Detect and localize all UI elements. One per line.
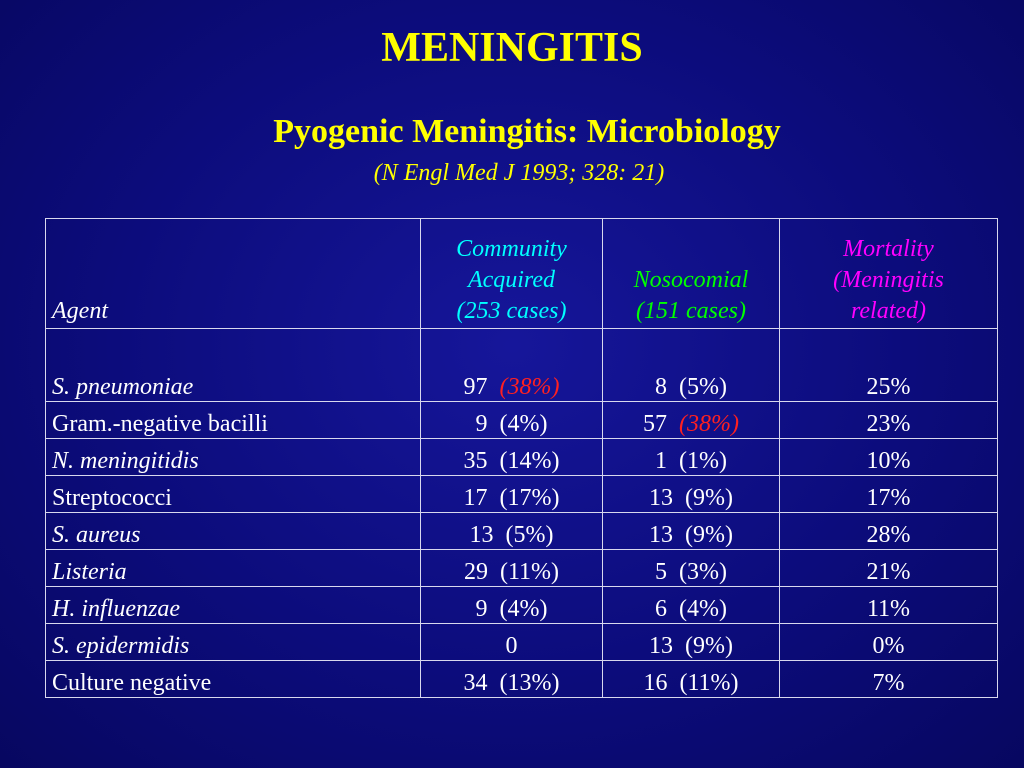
nosocomial-cell xyxy=(603,661,780,698)
mortality-value: 17% xyxy=(866,485,911,511)
agent-name: N. meningitidis xyxy=(52,448,199,474)
header-agent-label: Agent xyxy=(52,298,108,324)
table-header-row xyxy=(46,219,998,329)
nosocomial-percent: (38%) xyxy=(679,411,739,437)
mortality-value: 7% xyxy=(872,670,905,696)
header-nosocomial-line-2: (151 cases) xyxy=(636,298,746,324)
mortality-cell xyxy=(780,329,998,402)
community-percent: (17%) xyxy=(499,485,560,511)
mortality-cell xyxy=(780,661,998,698)
nosocomial-count: 13 xyxy=(649,633,673,659)
header-nosocomial-line-1: Nosocomial xyxy=(633,267,749,293)
community-percent: (11%) xyxy=(499,559,560,585)
agent-cell xyxy=(46,439,421,476)
mortality-cell xyxy=(780,513,998,550)
community-count: 9 xyxy=(475,411,488,437)
mortality-cell xyxy=(780,439,998,476)
agent-name: S. epidermidis xyxy=(52,633,190,659)
community-count: 0 xyxy=(505,633,518,659)
community-count: 17 xyxy=(463,485,488,511)
community-cell xyxy=(421,587,603,624)
community-cell xyxy=(421,661,603,698)
community-percent: (4%) xyxy=(499,596,548,622)
header-mortality-line-3: related) xyxy=(850,298,927,324)
community-percent: (14%) xyxy=(499,448,560,474)
community-cell xyxy=(421,624,603,661)
community-count: 35 xyxy=(463,448,488,474)
nosocomial-cell xyxy=(603,329,780,402)
citation: (N Engl Med J 1993; 328: 21) xyxy=(373,160,665,186)
community-cell xyxy=(421,329,603,402)
table-row xyxy=(46,439,998,476)
community-count: 97 xyxy=(463,374,488,400)
mortality-value: 23% xyxy=(866,411,911,437)
nosocomial-cell xyxy=(603,402,780,439)
agent-name: S. aureus xyxy=(52,522,141,548)
agent-name: H. influenzae xyxy=(52,596,180,622)
agent-cell xyxy=(46,476,421,513)
mortality-value: 28% xyxy=(866,522,911,548)
nosocomial-count: 8 xyxy=(655,374,667,400)
microbiology-table xyxy=(45,218,998,698)
nosocomial-cell xyxy=(603,624,780,661)
community-percent: (38%) xyxy=(499,374,560,400)
nosocomial-cell xyxy=(603,513,780,550)
nosocomial-count: 5 xyxy=(655,559,667,585)
nosocomial-count: 57 xyxy=(643,411,667,437)
mortality-cell xyxy=(780,624,998,661)
agent-cell xyxy=(46,587,421,624)
nosocomial-percent: (1%) xyxy=(679,448,727,474)
mortality-value: 11% xyxy=(866,596,911,622)
nosocomial-cell xyxy=(603,550,780,587)
table-row xyxy=(46,661,998,698)
nosocomial-count: 6 xyxy=(655,596,667,622)
nosocomial-percent: (9%) xyxy=(685,485,733,511)
header-community-line-2: Acquired xyxy=(467,267,556,293)
agent-cell xyxy=(46,513,421,550)
mortality-cell xyxy=(780,476,998,513)
mortality-value: 0% xyxy=(872,633,905,659)
table-body xyxy=(46,219,998,698)
agent-cell xyxy=(46,329,421,402)
community-cell xyxy=(421,476,603,513)
nosocomial-percent: (4%) xyxy=(679,596,727,622)
agent-cell xyxy=(46,550,421,587)
agent-name: Gram.-negative bacilli xyxy=(52,411,268,437)
table-row xyxy=(46,329,998,402)
table-row xyxy=(46,402,998,439)
community-count: 9 xyxy=(475,596,488,622)
nosocomial-cell xyxy=(603,439,780,476)
header-agent xyxy=(46,219,421,329)
agent-cell xyxy=(46,624,421,661)
mortality-cell xyxy=(780,402,998,439)
community-count: 34 xyxy=(463,670,488,696)
nosocomial-count: 16 xyxy=(643,670,668,696)
community-count: 13 xyxy=(469,522,494,548)
slide-title: MENINGITIS xyxy=(381,25,643,71)
header-mortality-line-1: Mortality xyxy=(843,236,934,262)
community-percent: (5%) xyxy=(505,522,554,548)
table-row xyxy=(46,624,998,661)
header-community-line-3: (253 cases) xyxy=(456,298,567,324)
agent-name: Listeria xyxy=(52,559,127,585)
mortality-value: 21% xyxy=(866,559,911,585)
slide-subtitle: Pyogenic Meningitis: Microbiology xyxy=(273,113,781,150)
nosocomial-cell xyxy=(603,476,780,513)
community-count: 29 xyxy=(463,559,488,585)
table-row xyxy=(46,550,998,587)
mortality-cell xyxy=(780,550,998,587)
nosocomial-percent: (9%) xyxy=(685,522,733,548)
nosocomial-count: 1 xyxy=(655,448,667,474)
nosocomial-percent: (11%) xyxy=(679,670,739,696)
nosocomial-count: 13 xyxy=(649,522,673,548)
mortality-value: 10% xyxy=(866,448,911,474)
nosocomial-percent: (3%) xyxy=(679,559,727,585)
mortality-value: 25% xyxy=(866,374,911,400)
community-percent: (13%) xyxy=(499,670,560,696)
header-community-line-1: Community xyxy=(456,236,567,262)
agent-cell xyxy=(46,402,421,439)
nosocomial-cell xyxy=(603,587,780,624)
header-community-acquired xyxy=(421,219,603,329)
mortality-cell xyxy=(780,587,998,624)
nosocomial-percent: (9%) xyxy=(685,633,733,659)
community-cell xyxy=(421,402,603,439)
table-row xyxy=(46,476,998,513)
agent-name: Streptococci xyxy=(52,485,172,511)
nosocomial-count: 13 xyxy=(649,485,673,511)
agent-name: S. pneumoniae xyxy=(52,374,194,400)
table-row xyxy=(46,587,998,624)
community-cell xyxy=(421,439,603,476)
header-mortality xyxy=(780,219,998,329)
header-mortality-line-2: (Meningitis xyxy=(833,267,944,293)
community-percent: (4%) xyxy=(499,411,548,437)
nosocomial-percent: (5%) xyxy=(679,374,727,400)
table-row xyxy=(46,513,998,550)
community-cell xyxy=(421,550,603,587)
agent-name: Culture negative xyxy=(52,670,212,696)
agent-cell xyxy=(46,661,421,698)
header-nosocomial xyxy=(603,219,780,329)
community-cell xyxy=(421,513,603,550)
